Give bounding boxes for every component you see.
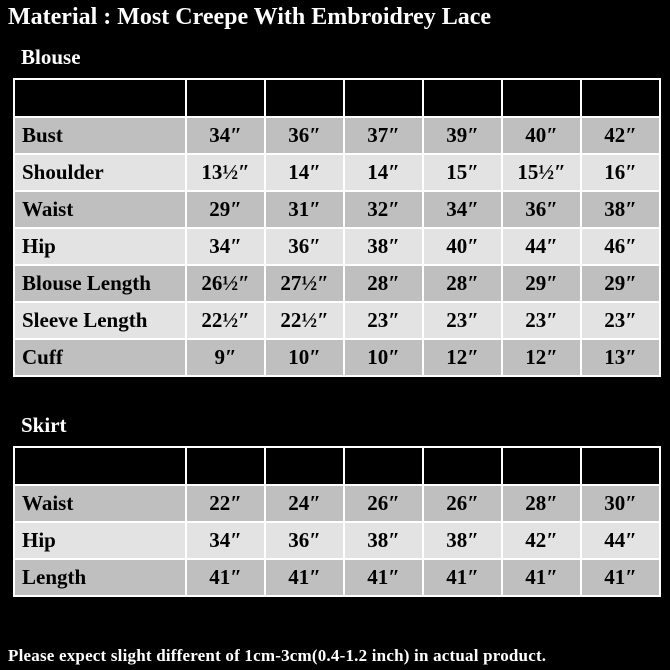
table-cell: 26½″ (186, 265, 265, 302)
table-cell: 23″ (502, 302, 581, 339)
table-cell: 10″ (344, 339, 423, 376)
table-cell: 34″ (423, 191, 502, 228)
table-cell: 28″ (502, 485, 581, 522)
table-cell: 15½″ (502, 154, 581, 191)
table-cell: 36″ (265, 228, 344, 265)
table-cell: 29″ (186, 191, 265, 228)
table-cell: 10″ (265, 339, 344, 376)
table-cell: 12″ (423, 339, 502, 376)
page-title: Material : Most Creepe With Embroidrey Lace (8, 4, 492, 30)
table-cell: 9″ (186, 339, 265, 376)
table-cell: 38″ (344, 522, 423, 559)
blouse-size-table (13, 78, 661, 377)
blouse-section-title: Blouse (21, 45, 81, 69)
table-cell: 38″ (344, 228, 423, 265)
row-label: Length (14, 559, 186, 596)
table-row (14, 302, 660, 339)
table-cell: 28″ (344, 265, 423, 302)
table-cell: 36″ (502, 191, 581, 228)
size-column-header: 42 (502, 447, 581, 485)
table-cell: 26″ (344, 485, 423, 522)
table-cell: 40″ (423, 228, 502, 265)
table-row (14, 191, 660, 228)
row-label: Sleeve Length (14, 302, 186, 339)
size-column-header: 38 (344, 447, 423, 485)
table-row (14, 522, 660, 559)
table-cell: 16″ (581, 154, 660, 191)
table-cell: 30″ (581, 485, 660, 522)
table-cell: 23″ (344, 302, 423, 339)
table-cell: 13″ (581, 339, 660, 376)
row-label: Hip (14, 228, 186, 265)
size-column-header: 36 (265, 447, 344, 485)
table-cell: 22″ (186, 485, 265, 522)
table-cell: 41″ (581, 559, 660, 596)
size-column-header: 40 (423, 447, 502, 485)
table-cell: 41″ (265, 559, 344, 596)
table-cell: 31″ (265, 191, 344, 228)
table-row (14, 339, 660, 376)
table-cell: 29″ (502, 265, 581, 302)
row-label: Waist (14, 191, 186, 228)
skirt-section-title: Skirt (21, 413, 67, 437)
table-cell: 29″ (581, 265, 660, 302)
table-row (14, 154, 660, 191)
table-cell: 34″ (186, 117, 265, 154)
table-cell: 39″ (423, 117, 502, 154)
table-row (14, 485, 660, 522)
disclaimer-note: Please expect slight different of 1cm-3cm(0.4-1.2 inch) in actual product. (8, 646, 547, 665)
skirt-header-row (14, 447, 660, 485)
table-cell: 24″ (265, 485, 344, 522)
table-cell: 36″ (265, 117, 344, 154)
table-cell: 22½″ (265, 302, 344, 339)
table-cell: 37″ (344, 117, 423, 154)
size-column-header: 34 (186, 447, 265, 485)
table-cell: 41″ (502, 559, 581, 596)
size-column-header: 34 (186, 79, 265, 117)
table-cell: 44″ (502, 228, 581, 265)
size-column-header: 38 (344, 79, 423, 117)
size-column-header: 40 (423, 79, 502, 117)
table-cell: 41″ (186, 559, 265, 596)
table-cell: 14″ (265, 154, 344, 191)
table-cell: 34″ (186, 522, 265, 559)
table-cell: 26″ (423, 485, 502, 522)
table-row (14, 117, 660, 154)
row-label: Blouse Length (14, 265, 186, 302)
table-row (14, 228, 660, 265)
size-column-header: 44 (581, 79, 660, 117)
table-cell: 41″ (423, 559, 502, 596)
row-label: Waist (14, 485, 186, 522)
table-cell: 14″ (344, 154, 423, 191)
size-header-label: Size (Inch) (14, 447, 186, 485)
table-cell: 23″ (423, 302, 502, 339)
table-cell: 12″ (502, 339, 581, 376)
size-column-header: 36 (265, 79, 344, 117)
table-cell: 28″ (423, 265, 502, 302)
table-cell: 41″ (344, 559, 423, 596)
row-label: Cuff (14, 339, 186, 376)
table-cell: 36″ (265, 522, 344, 559)
table-cell: 32″ (344, 191, 423, 228)
table-cell: 38″ (423, 522, 502, 559)
table-cell: 13½″ (186, 154, 265, 191)
row-label: Shoulder (14, 154, 186, 191)
table-cell: 44″ (581, 522, 660, 559)
size-header-label: Size (Inch) (14, 79, 186, 117)
table-cell: 15″ (423, 154, 502, 191)
table-cell: 40″ (502, 117, 581, 154)
table-cell: 38″ (581, 191, 660, 228)
skirt-size-table (13, 446, 661, 597)
table-cell: 27½″ (265, 265, 344, 302)
table-cell: 23″ (581, 302, 660, 339)
table-row (14, 559, 660, 596)
row-label: Hip (14, 522, 186, 559)
size-column-header: 42 (502, 79, 581, 117)
row-label: Bust (14, 117, 186, 154)
table-cell: 46″ (581, 228, 660, 265)
size-column-header: 44 (581, 447, 660, 485)
blouse-header-row (14, 79, 660, 117)
table-row (14, 265, 660, 302)
table-cell: 22½″ (186, 302, 265, 339)
table-cell: 42″ (502, 522, 581, 559)
table-cell: 42″ (581, 117, 660, 154)
table-cell: 34″ (186, 228, 265, 265)
